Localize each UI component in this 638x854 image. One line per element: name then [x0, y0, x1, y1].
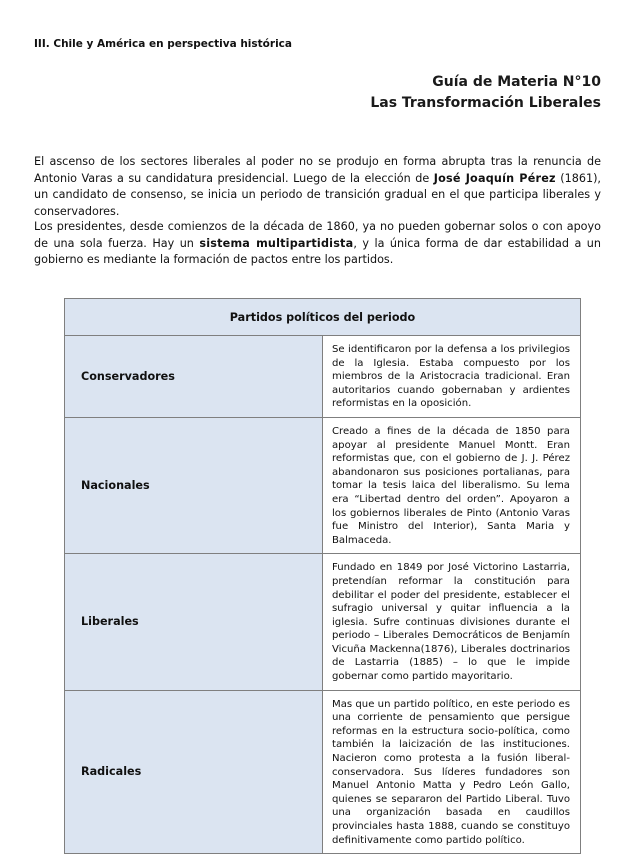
p1-bold-name: José Joaquín Pérez [433, 171, 556, 185]
parties-table [64, 298, 581, 854]
table-row [65, 554, 581, 690]
p2-text-b: , y la única forma de dar estabilidad a un gobierno es mediante la formación de pactos entre los partidos. [34, 236, 601, 267]
intro-paragraph-1 [34, 154, 601, 220]
party-name: Liberales [65, 554, 323, 690]
guide-title: Guía de Materia N°10 [432, 74, 601, 90]
party-description: Se identificaron por la defensa a los privilegios de la Iglesia. Estaba compuesto por los miembros de la Aristocracia tradicional. Eran autoritarios cuando gobernaban y ardientes reformistas en la oposición. [323, 336, 581, 418]
party-description: Mas que un partido político, en este periodo es una corriente de pensamiento que persigue reformas en la estructura socio-política, como también la laicización de las instituciones. Nacieron como protesta a la fusión liberal-conservadora. Sus líderes fundadores son Manuel Antonio Matta y Pedro León Gallo, quienes se separaron del Partido Liberal. Tuvo una organización basada en caudillos provinciales hasta 1888, cuando se constituyo definitivamente como partido político. [323, 690, 581, 854]
party-description: Fundado en 1849 por José Victorino Lastarria, pretendían reformar la constitución para debilitar el poder del presidente, establecer el sufragio universal y quitar influencia a la iglesia. Sufre continuas divisiones durante el periodo – Liberales Democráticos de Benjamín Vicuña Mackenna(1876), Liberales doctrinarios de Lastarria (1885) – lo que le impide gobernar como partido mayoritario. [323, 554, 581, 690]
table-row [65, 417, 581, 553]
guide-subtitle: Las Transformación Liberales [370, 95, 601, 111]
party-name: Radicales [65, 690, 323, 854]
title-block [370, 72, 601, 114]
p2-bold-term: sistema multipartidista [199, 236, 354, 250]
table-header-row [65, 299, 581, 336]
party-name: Nacionales [65, 417, 323, 553]
p1-text-a: El ascenso de los sectores liberales al poder no se produjo en forma abrupta tras la renuncia de Antonio Varas a su candidatura presidencial. Luego de la elección de [34, 155, 601, 185]
table-row [65, 690, 581, 854]
section-header: III. Chile y América en perspectiva histórica [34, 38, 292, 50]
party-description: Creado a fines de la década de 1850 para apoyar al presidente Manuel Montt. Eran reformistas que, con el gobierno de J. J. Pérez abandonaron sus posiciones portalianas, para tomar la tesis laica del liberalismo. Su lema era “Libertad dentro del orden”. Apoyaron a los gobiernos liberales de Pinto (Antonio Varas fue Ministro del Interior), Santa Maria y Balmaceda. [323, 417, 581, 553]
table-header: Partidos políticos del periodo [65, 299, 581, 336]
p2-text-a: Los presidentes, desde comienzos de la década de 1860, ya no pueden gobernar solos o con apoyo de una sola fuerza. Hay un [34, 220, 601, 250]
p1-text-b: (1861), un candidato de consenso, se inicia un periodo de transición gradual en el que participa liberales y conservadores. [34, 171, 601, 218]
table-row [65, 336, 581, 418]
party-name: Conservadores [65, 336, 323, 418]
intro-paragraph-2 [34, 219, 601, 269]
